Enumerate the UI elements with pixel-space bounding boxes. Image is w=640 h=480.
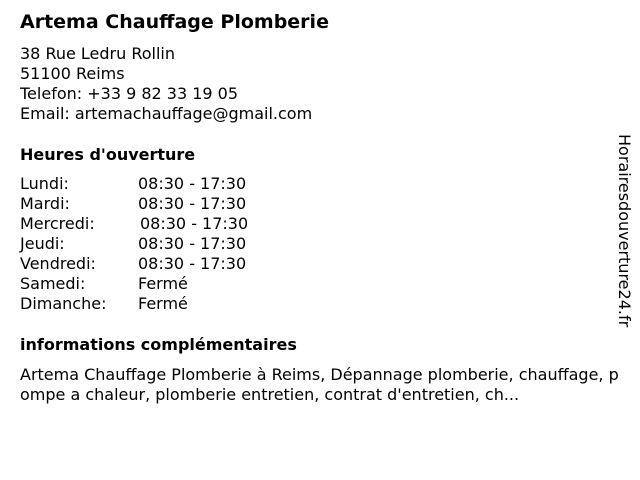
hours-time: 08:30 - 17:30 (138, 234, 247, 253)
hours-row-friday (20, 254, 280, 274)
hours-time: 08:30 - 17:30 (138, 174, 247, 193)
email-line: Email: artemachauffage@gmail.com (20, 104, 313, 123)
hours-time: 08:30 - 17:30 (138, 254, 247, 273)
opening-hours-table (20, 174, 280, 314)
hours-time: 08:30 - 17:30 (138, 194, 247, 213)
hours-day: Dimanche: (20, 294, 107, 313)
contact-block (20, 44, 312, 124)
hours-row-sunday (20, 294, 280, 314)
business-name: Artema Chauffage Plomberie (20, 11, 329, 33)
hours-row-thursday (20, 234, 280, 254)
hours-time: Fermé (138, 274, 188, 293)
hours-day: Mercredi: (20, 214, 95, 233)
hours-row-tuesday (20, 194, 280, 214)
phone-line: Telefon: +33 9 82 33 19 05 (20, 84, 239, 103)
city-postcode: 51100 Reims (20, 64, 125, 83)
hours-time: 08:30 - 17:30 (140, 214, 249, 233)
business-description: Artema Chauffage Plomberie à Reims, Dépannage plomberie, chauffage, pompe a chaleur, plomberie entretien, contrat d'entretien, ch... (20, 365, 619, 404)
hours-day: Jeudi: (20, 234, 65, 253)
hours-day: Lundi: (20, 174, 69, 193)
hours-row-saturday (20, 274, 280, 294)
site-watermark: Horairesdouverture24.fr (615, 134, 634, 328)
hours-row-monday (20, 174, 280, 194)
additional-info-heading: informations complémentaires (20, 335, 297, 354)
opening-hours-heading: Heures d'ouverture (20, 145, 196, 164)
hours-day: Vendredi: (20, 254, 96, 273)
street-address: 38 Rue Ledru Rollin (20, 44, 176, 63)
hours-day: Mardi: (20, 194, 70, 213)
hours-day: Samedi: (20, 274, 86, 293)
hours-time: Fermé (138, 294, 188, 313)
hours-row-wednesday (20, 214, 280, 234)
